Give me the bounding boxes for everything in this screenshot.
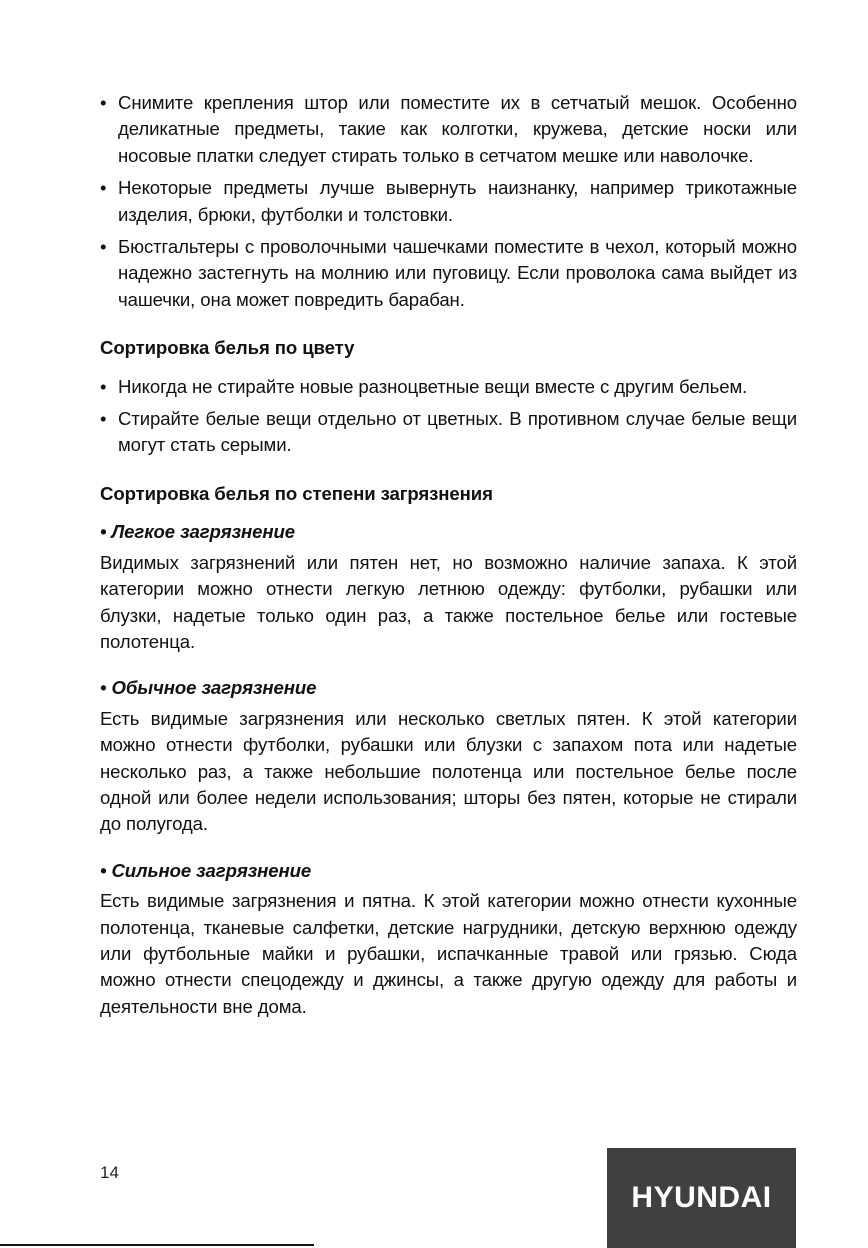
page-content xyxy=(100,90,797,1020)
list-item: • Некоторые предметы лучше вывернуть наизнанку, например трикотажные изделия, брюки, футболки и толстовки. xyxy=(100,175,797,228)
subsection-title-light: • Легкое загрязнение xyxy=(100,521,296,543)
list-item: • Стирайте белые вещи отдельно от цветных. В противном случае белые вещи могут стать серыми. xyxy=(100,406,797,459)
section-title-soil: Сортировка белья по степени загрязнения xyxy=(100,482,493,504)
brand-logo xyxy=(607,1148,796,1248)
paragraph-heavy: Есть видимые загрязнения и пятна. К этой категории можно отнести кухонные полотенца, тканевые салфетки, детские нагрудники, детскую верхнюю одежду или футбольные майки и рубашки, испачканные травой или грязью. Сюда можно отнести спецодежду и джинсы, а также другую одежду для работы и деятельности вне дома. xyxy=(100,890,797,1017)
intro-bullet-list xyxy=(100,90,797,313)
paragraph-light: Видимых загрязнений или пятен нет, но возможно наличие запаха. К этой категории можно отнести легкую летнюю одежду: футболки, рубашки или блузки, надетые только один раз, а также постельное белье или гостевые полотенца. xyxy=(100,551,797,652)
list-item: • Никогда не стирайте новые разноцветные вещи вместе с другим бельем. xyxy=(100,374,797,400)
list-item: • Снимите крепления штор или поместите их в сетчатый мешок. Особенно деликатные предметы, такие как колготки, кружева, детские носки или носовые платки следует стирать только в сетчатом мешке или наволочке. xyxy=(100,90,797,169)
bottom-divider xyxy=(0,1244,314,1246)
subsection-title-heavy: • Сильное загрязнение xyxy=(100,859,312,881)
color-bullet-list xyxy=(100,374,797,459)
subsection-title-normal: • Обычное загрязнение xyxy=(100,677,317,699)
page-number: 14 xyxy=(100,1163,119,1182)
section-title-color: Сортировка белья по цвету xyxy=(100,337,355,359)
brand-logo-text: HYUNDAI xyxy=(631,1181,772,1214)
paragraph-normal: Есть видимые загрязнения или несколько светлых пятен. К этой категории можно отнести футболки, рубашки или блузки с запахом пота или надетые несколько раз, а также небольшие полотенца или постельное белье после одной или более недели использования; шторы без пятен, которые не стирали до полугода. xyxy=(100,707,797,835)
list-item: • Бюстгальтеры с проволочными чашечками поместите в чехол, который можно надежно застегнуть на молнию или пуговицу. Если проволока сама выйдет из чашечки, она может повредить барабан. xyxy=(100,234,797,313)
